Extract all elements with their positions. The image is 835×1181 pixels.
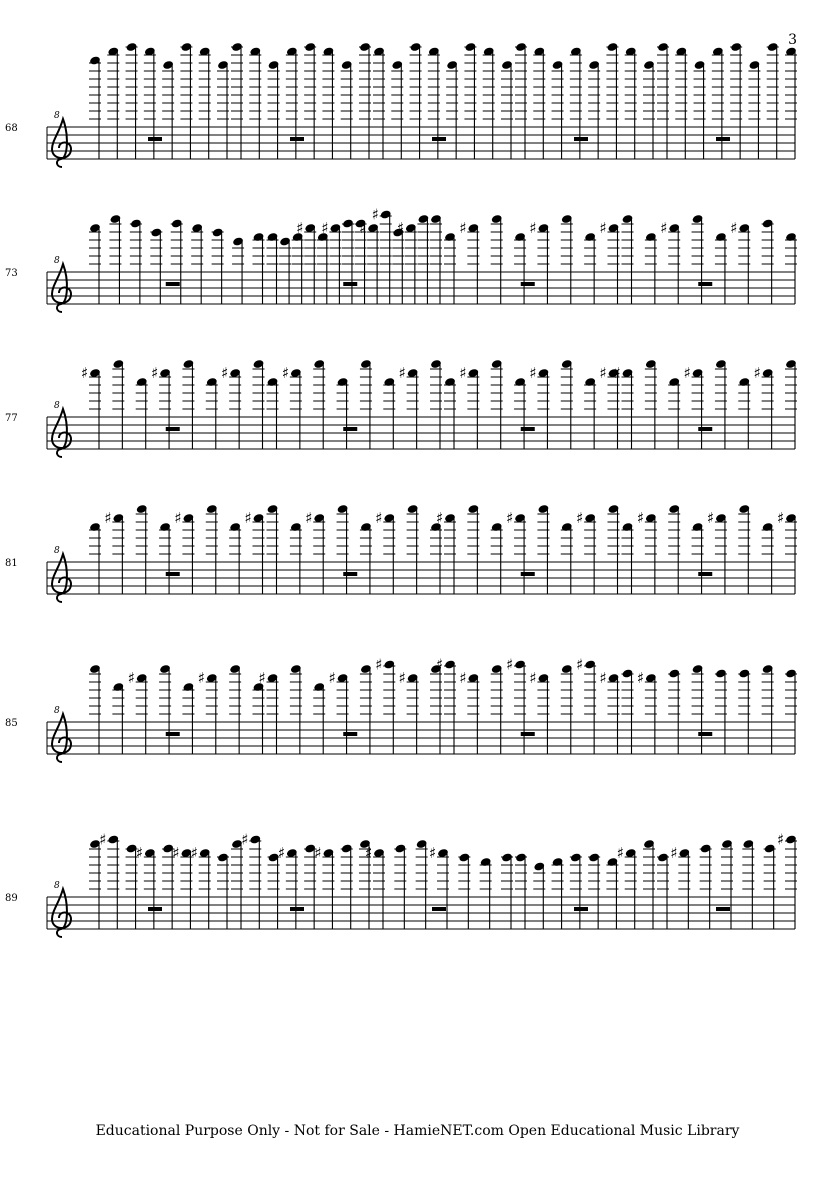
sharp-icon: ♯ [277,844,286,862]
sharp-icon: ♯ [241,830,249,849]
sharp-icon: ♯ [616,844,624,862]
sharp-icon: ♯ [172,844,180,862]
sharp-icon: ♯ [730,219,738,237]
sharp-icon: ♯ [506,509,514,527]
measure [622,504,798,594]
sharp-icon: ♯ [81,364,89,382]
sharp-icon: ♯ [321,219,329,237]
octave-mark: 8 [54,401,60,411]
rest [166,282,180,286]
staff-system [5,359,797,457]
measure [614,359,798,449]
sharp-icon: ♯ [281,364,290,382]
rest [716,907,730,911]
measure [231,831,371,930]
measure [89,664,265,754]
measure-number: 89 [5,893,18,904]
rest [521,282,535,286]
staff-system [5,206,797,313]
sharp-icon: ♯ [375,655,383,674]
sharp-icon: ♯ [753,364,761,382]
sharp-icon: ♯ [576,509,584,527]
rest [521,732,535,736]
rest [166,427,180,431]
rest [521,572,535,576]
sharp-icon: ♯ [258,669,266,687]
measure-number: 81 [5,558,18,569]
sharp-icon: ♯ [99,830,107,849]
measure [267,206,443,305]
sharp-icon: ♯ [328,669,336,687]
sharp-icon: ♯ [599,219,607,237]
sharp-icon: ♯ [104,509,112,527]
measure [436,504,620,594]
footer-text: Educational Purpose Only - Not for Sale - HamieNET.com Open Educational Music Library [95,1123,740,1139]
octave-mark: 8 [54,881,60,891]
staff-system [5,656,797,763]
measure-number: 77 [5,413,18,424]
sharp-icon: ♯ [529,364,537,382]
sharp-icon: ♯ [777,509,785,527]
sharp-icon: ♯ [636,509,645,527]
rest [343,427,357,431]
sharp-icon: ♯ [314,844,322,862]
measure [515,42,655,159]
measure [622,664,798,754]
sharp-icon: ♯ [613,364,621,382]
measure [231,42,371,159]
measure [365,839,513,929]
sharp-icon: ♯ [429,844,437,862]
rest [343,572,357,576]
sharp-icon: ♯ [436,655,444,674]
rest [343,732,357,736]
measure [259,656,443,755]
measure [267,359,443,449]
sharp-icon: ♯ [576,655,584,674]
sharp-icon: ♯ [221,364,229,382]
measure [267,504,443,594]
sharp-icon: ♯ [375,509,383,527]
sharp-icon: ♯ [459,364,467,382]
sharp-icon: ♯ [359,219,367,237]
measure [89,214,265,304]
measure-number: 68 [5,123,18,134]
staff-system [5,831,797,938]
measure [373,42,513,159]
sharp-icon: ♯ [506,655,514,674]
sharp-icon: ♯ [151,364,159,382]
sharp-icon: ♯ [670,844,678,862]
rest [343,282,357,286]
rest [698,572,712,576]
measure [657,42,797,159]
rest [148,907,162,911]
sharp-icon: ♯ [459,219,467,237]
sharp-icon: ♯ [244,509,252,527]
rest [716,137,730,141]
sharp-icon: ♯ [706,509,715,527]
page-number: 3 [788,32,797,48]
measure-number: 73 [5,268,18,279]
sharp-icon: ♯ [599,364,607,382]
rest [166,572,180,576]
sharp-icon: ♯ [660,219,668,237]
measure [444,214,620,304]
measure [89,831,229,930]
sharp-icon: ♯ [190,844,198,862]
octave-mark: 8 [54,256,60,266]
rest [432,137,446,141]
sharp-icon: ♯ [127,669,135,687]
staff-system [5,42,797,167]
sharp-icon: ♯ [529,219,537,237]
rest [432,907,446,911]
sharp-icon: ♯ [174,509,182,527]
octave-mark: 8 [54,111,60,121]
sharp-icon: ♯ [365,844,373,862]
rest [290,137,304,141]
measure [657,831,797,930]
sharp-icon: ♯ [371,205,379,224]
sharp-icon: ♯ [396,219,405,237]
rest [290,907,304,911]
measure [622,214,798,304]
sharp-icon: ♯ [636,669,645,687]
sharp-icon: ♯ [398,364,406,382]
sharp-icon: ♯ [777,830,785,849]
measure [89,504,265,594]
rest [148,137,162,141]
sharp-icon: ♯ [197,669,206,687]
sharp-icon: ♯ [135,844,144,862]
rest [166,732,180,736]
measure [89,42,229,159]
sharp-icon: ♯ [459,669,467,687]
rest [574,907,588,911]
rest [698,282,712,286]
sharp-icon: ♯ [296,219,304,237]
measure [515,839,655,929]
measure [444,359,620,449]
octave-mark: 8 [54,706,60,716]
sharp-icon: ♯ [529,669,537,687]
staff-system [5,504,797,602]
rest [521,427,535,431]
sharp-icon: ♯ [398,669,406,687]
measure [436,656,620,755]
octave-mark: 8 [54,546,60,556]
rest [698,427,712,431]
sharp-icon: ♯ [436,509,444,527]
measure-number: 85 [5,718,18,729]
measure [81,359,265,449]
rest [698,732,712,736]
sharp-icon: ♯ [599,669,607,687]
sharp-icon: ♯ [683,364,691,382]
sharp-icon: ♯ [305,509,313,527]
rest [574,137,588,141]
